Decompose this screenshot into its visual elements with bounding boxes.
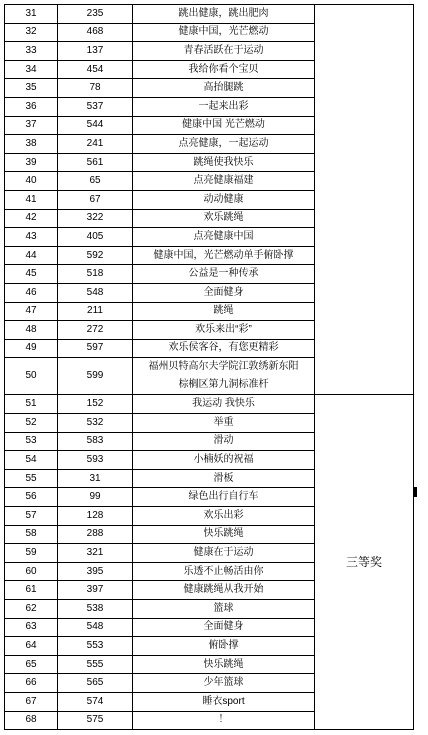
entry-id: 597 [58, 339, 133, 358]
entry-id: 397 [58, 581, 133, 600]
row-number: 59 [5, 544, 58, 563]
table-row [5, 5, 414, 24]
row-number: 50 [5, 358, 58, 395]
row-number: 66 [5, 674, 58, 693]
entry-title: 绿色出行自行车 [133, 488, 315, 507]
row-number: 33 [5, 42, 58, 61]
entry-title [133, 358, 315, 395]
row-number: 42 [5, 209, 58, 228]
entry-title: 欢乐侯客谷，有您更精彩 [133, 339, 315, 358]
entry-id: 321 [58, 544, 133, 563]
entry-title: 乐透不止畅活由你 [133, 562, 315, 581]
award-table [4, 4, 414, 730]
entry-id: 518 [58, 265, 133, 284]
entry-title: 青春活跃在于运动 [133, 42, 315, 61]
row-number: 34 [5, 60, 58, 79]
entry-title: 跳绳 [133, 302, 315, 321]
entry-title: 我给你看个宝贝 [133, 60, 315, 79]
entry-id: 211 [58, 302, 133, 321]
row-number: 54 [5, 451, 58, 470]
entry-id: 544 [58, 116, 133, 135]
entry-id: 405 [58, 228, 133, 247]
entry-id: 137 [58, 42, 133, 61]
entry-id: 31 [58, 469, 133, 488]
entry-title: 欢乐来出“彩” [133, 321, 315, 340]
entry-id: 565 [58, 674, 133, 693]
award-table-body [5, 5, 414, 730]
row-number: 65 [5, 655, 58, 674]
row-number: 41 [5, 190, 58, 209]
entry-id: 395 [58, 562, 133, 581]
row-number: 45 [5, 265, 58, 284]
entry-id: 152 [58, 395, 133, 414]
entry-title: 点亮健康，一起运动 [133, 135, 315, 154]
entry-title: 公益是一种传承 [133, 265, 315, 284]
row-number: 32 [5, 23, 58, 42]
entry-id: 537 [58, 97, 133, 116]
entry-title: 我运动 我快乐 [133, 395, 315, 414]
entry-title: 滑动 [133, 432, 315, 451]
table-row [5, 395, 414, 414]
row-number: 55 [5, 469, 58, 488]
entry-title: 少年篮球 [133, 674, 315, 693]
entry-title: 跳绳使我快乐 [133, 153, 315, 172]
entry-id: 288 [58, 525, 133, 544]
entry-id: 575 [58, 711, 133, 730]
row-number: 49 [5, 339, 58, 358]
row-number: 36 [5, 97, 58, 116]
entry-id: 65 [58, 172, 133, 191]
entry-id: 599 [58, 358, 133, 395]
entry-title: ！ [133, 711, 315, 730]
entry-title: 篮球 [133, 600, 315, 619]
entry-title-line: 福州贝特高尔夫学院江敦绣新东阳 [148, 361, 299, 373]
edge-mark [414, 487, 417, 497]
entry-id: 592 [58, 246, 133, 265]
entry-id: 574 [58, 692, 133, 711]
row-number: 58 [5, 525, 58, 544]
row-number: 67 [5, 692, 58, 711]
entry-id: 99 [58, 488, 133, 507]
entry-id: 272 [58, 321, 133, 340]
entry-title: 健康跳绳从我开始 [133, 581, 315, 600]
row-number: 44 [5, 246, 58, 265]
row-number: 57 [5, 507, 58, 526]
entry-title: 快乐跳绳 [133, 655, 315, 674]
row-number: 62 [5, 600, 58, 619]
entry-id: 241 [58, 135, 133, 154]
entry-id: 128 [58, 507, 133, 526]
row-number: 64 [5, 637, 58, 656]
entry-id: 78 [58, 79, 133, 98]
entry-title: 滑板 [133, 469, 315, 488]
row-number: 43 [5, 228, 58, 247]
entry-id: 553 [58, 637, 133, 656]
entry-title: 健康中国，光芒燃动 [133, 23, 315, 42]
entry-title: 欢乐跳绳 [133, 209, 315, 228]
row-number: 60 [5, 562, 58, 581]
entry-id: 548 [58, 618, 133, 637]
row-number: 51 [5, 395, 58, 414]
row-number: 61 [5, 581, 58, 600]
row-number: 46 [5, 283, 58, 302]
entry-id: 555 [58, 655, 133, 674]
entry-id: 548 [58, 283, 133, 302]
award-level: 三等奖 [315, 395, 414, 730]
row-number: 38 [5, 135, 58, 154]
row-number: 47 [5, 302, 58, 321]
row-number: 48 [5, 321, 58, 340]
entry-title: 跳出健康，跳出肥肉 [133, 5, 315, 24]
entry-title: 全面健身 [133, 618, 315, 637]
entry-title: 俯卧撑 [133, 637, 315, 656]
entry-id: 561 [58, 153, 133, 172]
entry-title: 举重 [133, 414, 315, 433]
entry-title: 动动健康 [133, 190, 315, 209]
row-number: 35 [5, 79, 58, 98]
entry-title-line: 棕榈区第九洞标准杆 [178, 379, 269, 391]
entry-title: 健康中国，光芒燃动单手俯卧撑 [133, 246, 315, 265]
row-number: 68 [5, 711, 58, 730]
row-number: 31 [5, 5, 58, 24]
row-number: 39 [5, 153, 58, 172]
entry-id: 235 [58, 5, 133, 24]
entry-title: 健康在于运动 [133, 544, 315, 563]
entry-id: 322 [58, 209, 133, 228]
entry-id: 538 [58, 600, 133, 619]
entry-id: 593 [58, 451, 133, 470]
row-number: 40 [5, 172, 58, 191]
entry-title: 欢乐出彩 [133, 507, 315, 526]
entry-id: 67 [58, 190, 133, 209]
entry-title: 健康中国 光芒燃动 [133, 116, 315, 135]
entry-title: 高抬腿跳 [133, 79, 315, 98]
entry-title: 全面健身 [133, 283, 315, 302]
entry-id: 454 [58, 60, 133, 79]
row-number: 52 [5, 414, 58, 433]
row-number: 63 [5, 618, 58, 637]
row-number: 53 [5, 432, 58, 451]
row-number: 56 [5, 488, 58, 507]
entry-title: 点亮健康中国 [133, 228, 315, 247]
entry-title: 睡衣sport [133, 692, 315, 711]
entry-title: 一起来出彩 [133, 97, 315, 116]
entry-title: 快乐跳绳 [133, 525, 315, 544]
entry-id: 583 [58, 432, 133, 451]
entry-title: 点亮健康福建 [133, 172, 315, 191]
entry-title: 小楠妖的祝福 [133, 451, 315, 470]
row-number: 37 [5, 116, 58, 135]
entry-id: 468 [58, 23, 133, 42]
award-cell-upper [315, 5, 414, 395]
entry-id: 532 [58, 414, 133, 433]
